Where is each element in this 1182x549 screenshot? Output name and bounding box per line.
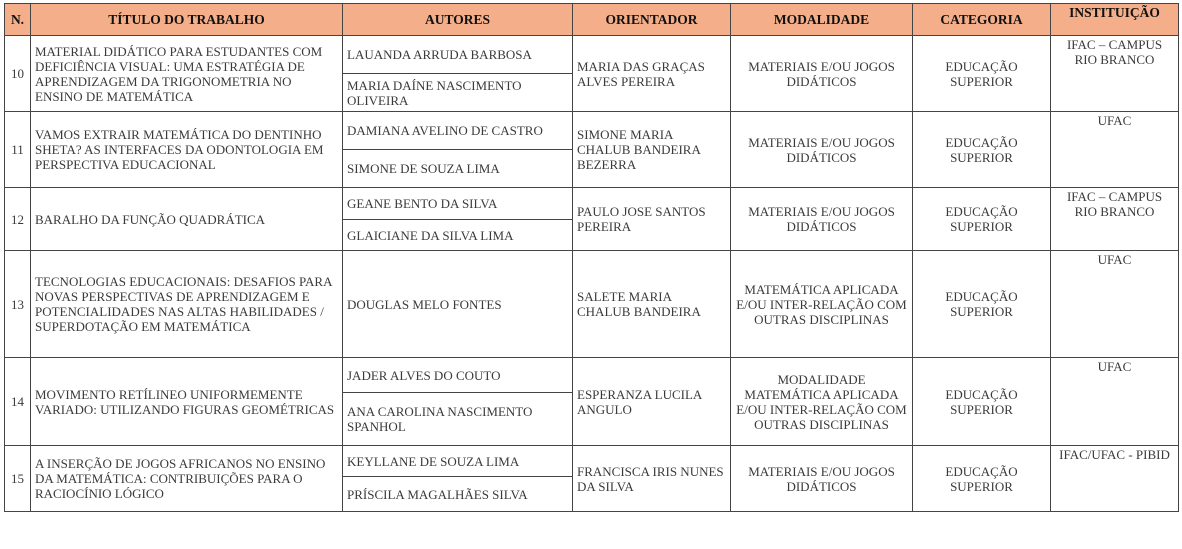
table-row: [5, 251, 1179, 358]
modality-cell: MATERIAIS E/OU JOGOS DIDÁTICOS: [731, 188, 913, 251]
category-cell: EDUCAÇÃO SUPERIOR: [913, 251, 1051, 358]
header-row: [5, 4, 1179, 36]
institution-cell: UFAC: [1051, 112, 1179, 188]
author-cell: GLAICIANE DA SILVA LIMA: [343, 220, 573, 251]
row-number: 14: [5, 358, 31, 446]
table-row: [5, 446, 1179, 477]
institution-cell: IFAC/UFAC - PIBID: [1051, 446, 1179, 512]
table-row: [5, 36, 1179, 74]
row-number: 10: [5, 36, 31, 112]
work-title: VAMOS EXTRAIR MATEMÁTICA DO DENTINHO SHETA? AS INTERFACES DA ODONTOLOGIA EM PERSPECTIVA EDUCACIONAL: [31, 112, 343, 188]
works-table: [4, 3, 1179, 512]
work-title: MATERIAL DIDÁTICO PARA ESTUDANTES COM DEFICIÊNCIA VISUAL: UMA ESTRATÉGIA DE APRENDIZAGEM DA TRIGONOMETRIA NO ENSINO DE MATEMÁTICA: [31, 36, 343, 112]
work-title: A INSERÇÃO DE JOGOS AFRICANOS NO ENSINO DA MATEMÁTICA: CONTRIBUIÇÕES PARA O RACIOCÍNIO LÓGICO: [31, 446, 343, 512]
header-n: N.: [5, 4, 31, 36]
modality-cell: MODALIDADE MATEMÁTICA APLICADA E/OU INTER-RELAÇÃO COM OUTRAS DISCIPLINAS: [731, 358, 913, 446]
category-cell: EDUCAÇÃO SUPERIOR: [913, 36, 1051, 112]
header-category: CATEGORIA: [913, 4, 1051, 36]
row-number: 15: [5, 446, 31, 512]
institution-cell: UFAC: [1051, 358, 1179, 446]
author-cell: GEANE BENTO DA SILVA: [343, 188, 573, 220]
work-title: BARALHO DA FUNÇÃO QUADRÁTICA: [31, 188, 343, 251]
author-cell: SIMONE DE SOUZA LIMA: [343, 150, 573, 188]
advisor-cell: SIMONE MARIA CHALUB BANDEIRA BEZERRA: [573, 112, 731, 188]
row-number: 13: [5, 251, 31, 358]
advisor-cell: PAULO JOSE SANTOS PEREIRA: [573, 188, 731, 251]
author-cell: LAUANDA ARRUDA BARBOSA: [343, 36, 573, 74]
row-number: 12: [5, 188, 31, 251]
table-row: [5, 358, 1179, 393]
institution-cell: UFAC: [1051, 251, 1179, 358]
institution-cell: IFAC – CAMPUS RIO BRANCO: [1051, 188, 1179, 251]
work-title: TECNOLOGIAS EDUCACIONAIS: DESAFIOS PARA NOVAS PERSPECTIVAS DE APRENDIZAGEM E POTENCIALIDADES NAS ALTAS HABILIDADES / SUPERDOTAÇÃO EM MATEMÁTICA: [31, 251, 343, 358]
work-title: MOVIMENTO RETÍLINEO UNIFORMEMENTE VARIADO: UTILIZANDO FIGURAS GEOMÉTRICAS: [31, 358, 343, 446]
modality-cell: MATERIAIS E/OU JOGOS DIDÁTICOS: [731, 446, 913, 512]
institution-cell: IFAC – CAMPUS RIO BRANCO: [1051, 36, 1179, 112]
advisor-cell: MARIA DAS GRAÇAS ALVES PEREIRA: [573, 36, 731, 112]
header-title: TÍTULO DO TRABALHO: [31, 4, 343, 36]
category-cell: EDUCAÇÃO SUPERIOR: [913, 112, 1051, 188]
author-cell: DAMIANA AVELINO DE CASTRO: [343, 112, 573, 150]
category-cell: EDUCAÇÃO SUPERIOR: [913, 358, 1051, 446]
header-institution: INSTITUIÇÃO: [1051, 4, 1179, 36]
author-cell: DOUGLAS MELO FONTES: [343, 251, 573, 358]
author-cell: ANA CAROLINA NASCIMENTO SPANHOL: [343, 393, 573, 446]
row-number: 11: [5, 112, 31, 188]
author-cell: JADER ALVES DO COUTO: [343, 358, 573, 393]
table-row: [5, 112, 1179, 150]
header-advisor: ORIENTADOR: [573, 4, 731, 36]
advisor-cell: FRANCISCA IRIS NUNES DA SILVA: [573, 446, 731, 512]
author-cell: MARIA DAÍNE NASCIMENTO OLIVEIRA: [343, 74, 573, 112]
category-cell: EDUCAÇÃO SUPERIOR: [913, 446, 1051, 512]
modality-cell: MATERIAIS E/OU JOGOS DIDÁTICOS: [731, 112, 913, 188]
header-authors: AUTORES: [343, 4, 573, 36]
author-cell: KEYLLANE DE SOUZA LIMA: [343, 446, 573, 477]
advisor-cell: SALETE MARIA CHALUB BANDEIRA: [573, 251, 731, 358]
table-row: [5, 188, 1179, 220]
modality-cell: MATERIAIS E/OU JOGOS DIDÁTICOS: [731, 36, 913, 112]
advisor-cell: ESPERANZA LUCILA ANGULO: [573, 358, 731, 446]
header-modality: MODALIDADE: [731, 4, 913, 36]
modality-cell: MATEMÁTICA APLICADA E/OU INTER-RELAÇÃO COM OUTRAS DISCIPLINAS: [731, 251, 913, 358]
category-cell: EDUCAÇÃO SUPERIOR: [913, 188, 1051, 251]
author-cell: PRÍSCILA MAGALHÃES SILVA: [343, 477, 573, 512]
